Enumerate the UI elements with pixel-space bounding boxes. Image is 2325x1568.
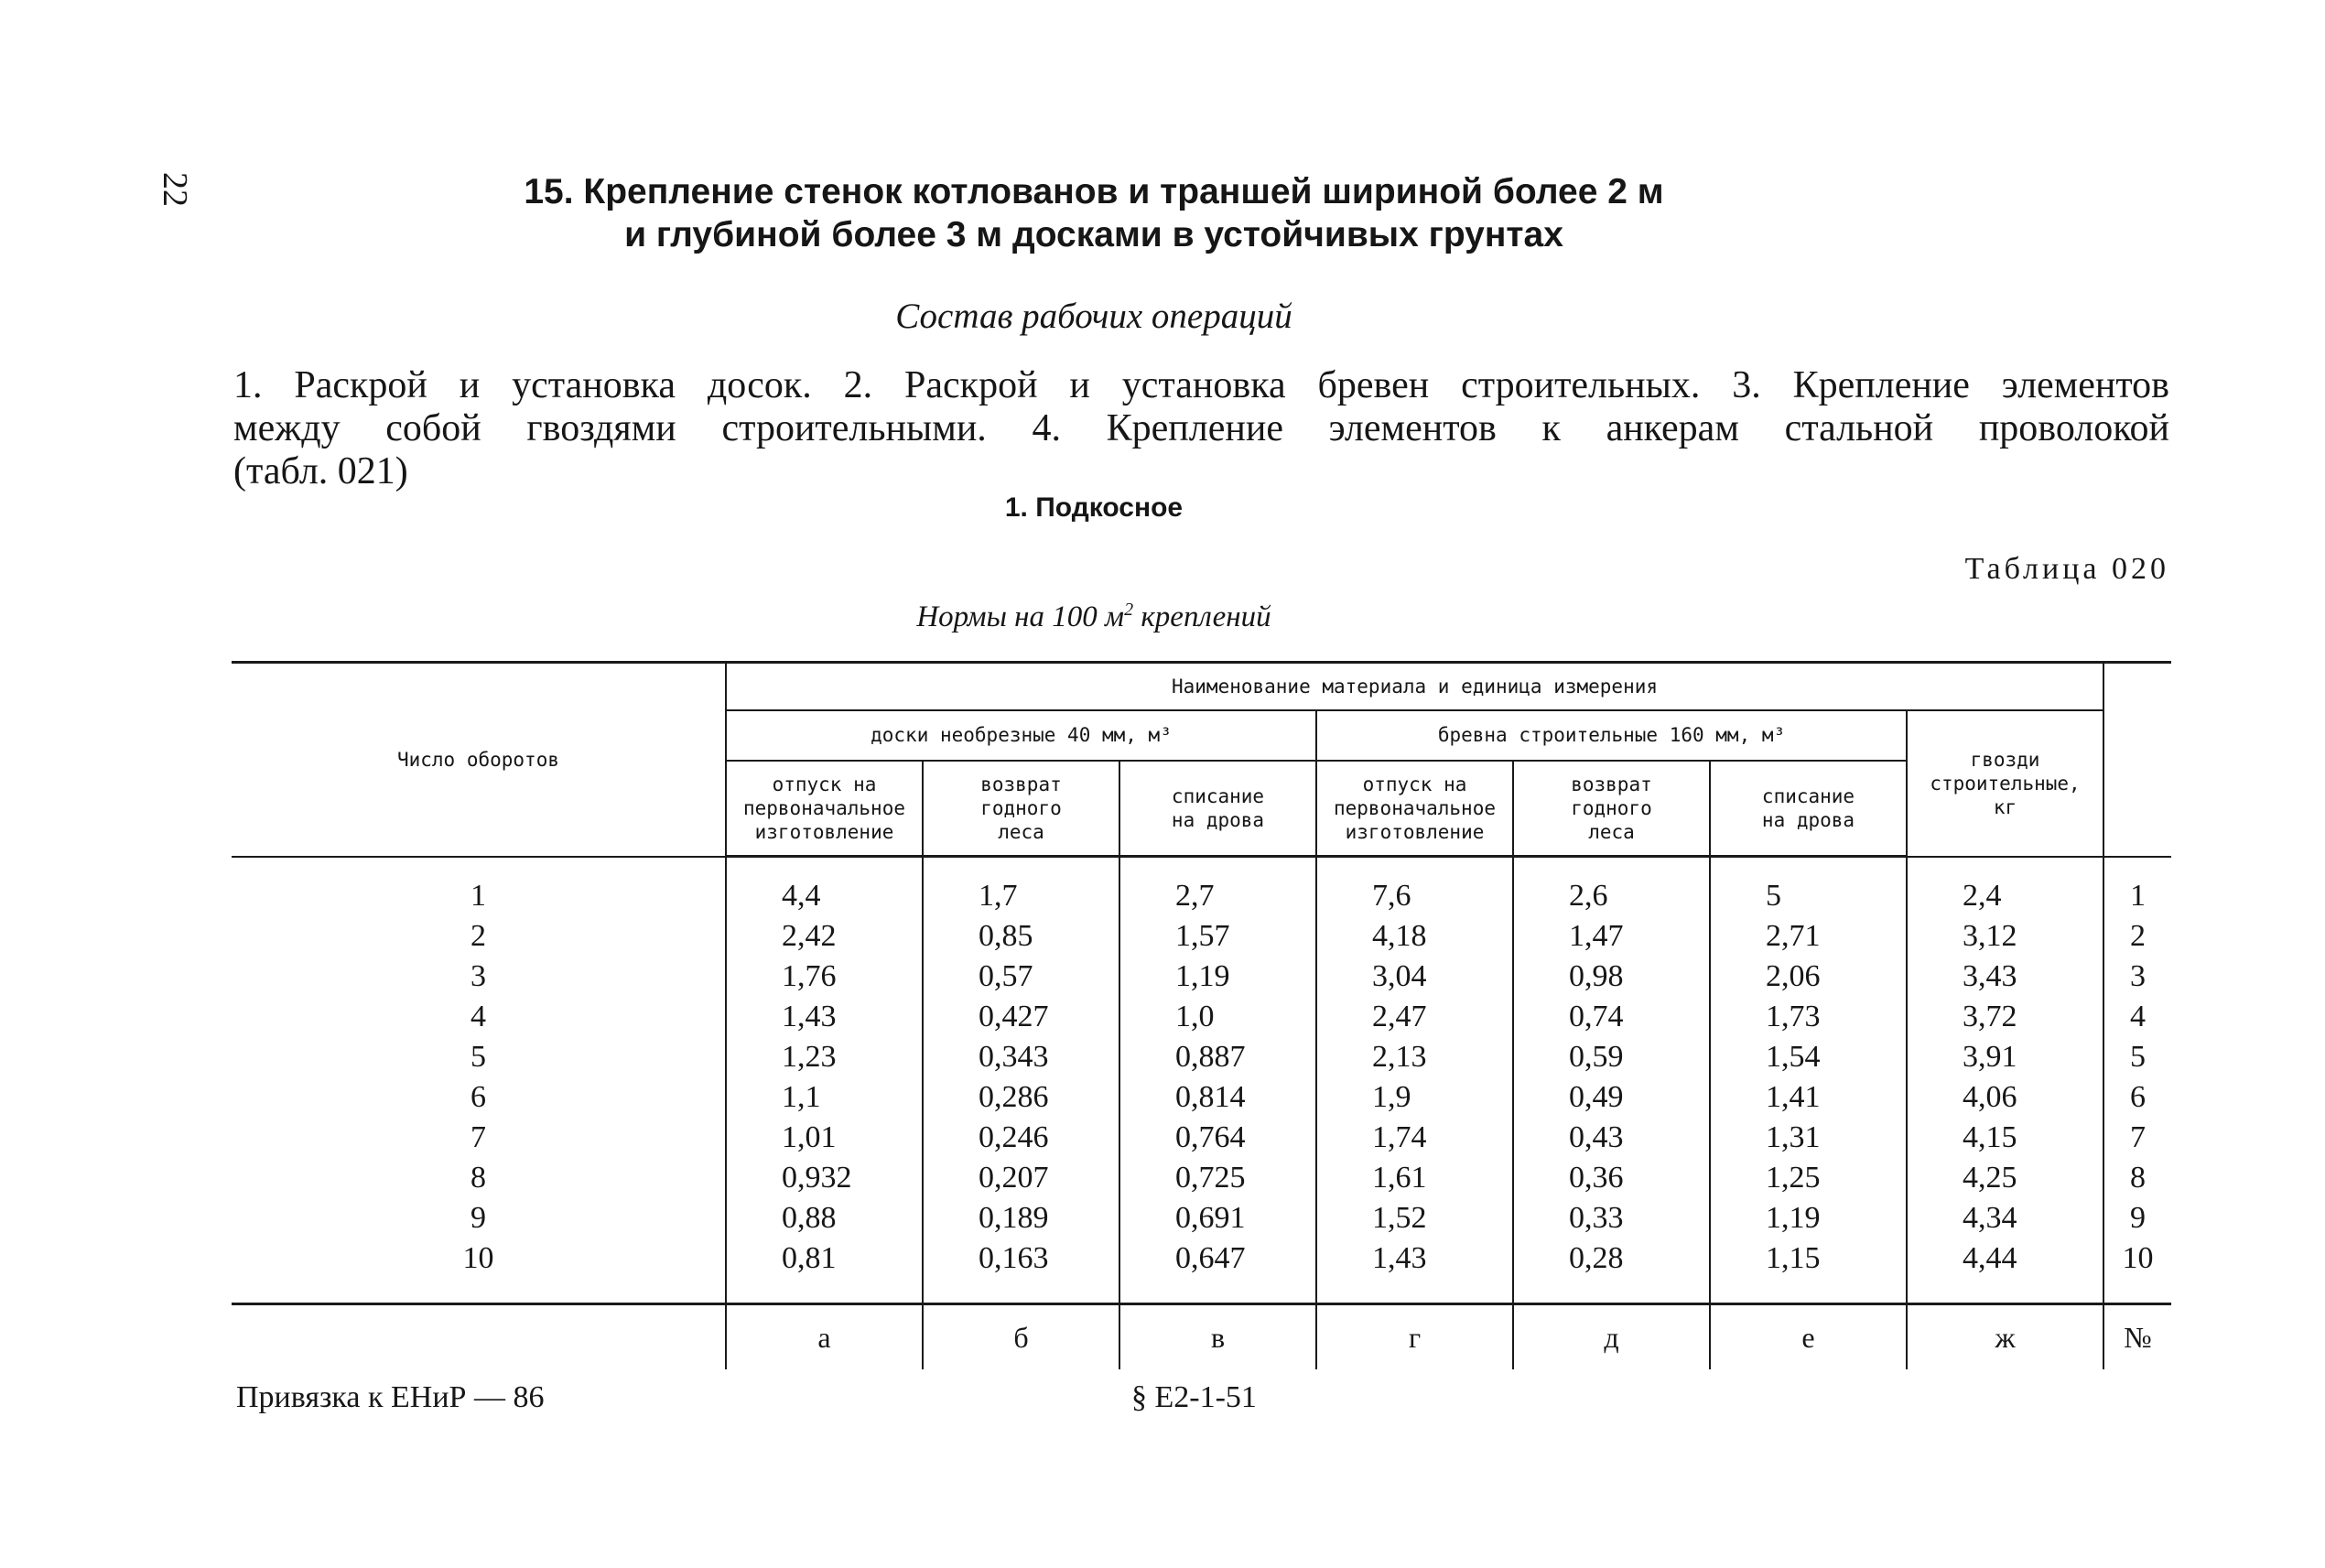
cell-d: 0,49 — [1513, 1077, 1710, 1118]
column-letter: а — [726, 1304, 923, 1370]
cell-g: 1,9 — [1316, 1077, 1513, 1118]
norms-suffix: креплений — [1133, 600, 1271, 633]
cell-e: 1,54 — [1710, 1037, 1907, 1077]
cell-d: 1,47 — [1513, 916, 1710, 957]
column-letter: б — [923, 1304, 1119, 1370]
norms-sup: 2 — [1124, 600, 1134, 620]
norms-prefix: Нормы на 100 м — [916, 600, 1125, 633]
cell-zh: 4,06 — [1907, 1077, 2103, 1118]
cell-turns: 3 — [470, 959, 486, 993]
header-sub-return: возврат годного леса — [1513, 761, 1710, 857]
cell-row-number: 10 — [2103, 1238, 2171, 1279]
cell-b: 0,286 — [923, 1077, 1119, 1118]
cell-e: 1,31 — [1710, 1118, 1907, 1158]
paragraph-reference: § Е2-1-51 — [1131, 1380, 1257, 1414]
cell-zh: 4,44 — [1907, 1238, 2103, 1279]
header-logs: бревна строительные 160 мм, м³ — [1316, 710, 1907, 761]
cell-e: 1,73 — [1710, 997, 1907, 1037]
cell-a: 2,42 — [726, 916, 923, 957]
cell-a: 4,4 — [726, 876, 923, 916]
header-blank — [2103, 663, 2171, 857]
column-letter: ж — [1907, 1304, 2103, 1370]
cell-turns: 10 — [462, 1241, 494, 1275]
cell-zh: 3,12 — [1907, 916, 2103, 957]
cell-a: 0,88 — [726, 1198, 923, 1238]
cell-d: 0,43 — [1513, 1118, 1710, 1158]
cell-v: 1,19 — [1119, 957, 1316, 997]
header-sub-return: возврат годного леса — [923, 761, 1119, 857]
cell-row-number: 2 — [2103, 916, 2171, 957]
operations-line-3: (табл. 021) — [233, 450, 408, 492]
cell-v: 0,814 — [1119, 1077, 1316, 1118]
cell-zh: 3,72 — [1907, 997, 2103, 1037]
cell-row-number: 3 — [2103, 957, 2171, 997]
cell-row-number: 4 — [2103, 997, 2171, 1037]
cell-g: 3,04 — [1316, 957, 1513, 997]
cell-turns: 2 — [470, 919, 486, 953]
norms-table — [232, 661, 2171, 1369]
table-label: Таблица 020 — [1964, 552, 2169, 586]
column-letter: е — [1710, 1304, 1907, 1370]
column-letters-row — [232, 1304, 2171, 1370]
page-number: 22 — [156, 172, 194, 207]
cell-b: 0,343 — [923, 1037, 1119, 1077]
table-row — [232, 1158, 2171, 1198]
cell-turns: 6 — [470, 1080, 486, 1114]
cell-b: 0,207 — [923, 1158, 1119, 1198]
cell-a: 0,932 — [726, 1158, 923, 1198]
cell-d: 0,28 — [1513, 1238, 1710, 1279]
column-letter: в — [1119, 1304, 1316, 1370]
section-heading-line-2: и глубиной более 3 м досками в устойчивых грунтах — [624, 215, 1563, 254]
table-row — [232, 1238, 2171, 1279]
header-boards: доски необрезные 40 мм, м³ — [726, 710, 1316, 761]
table-row — [232, 1037, 2171, 1077]
column-letter: г — [1316, 1304, 1513, 1370]
cell-g: 7,6 — [1316, 876, 1513, 916]
cell-b: 0,85 — [923, 916, 1119, 957]
header-turns: Число оборотов — [232, 663, 726, 857]
cell-d: 0,98 — [1513, 957, 1710, 997]
cell-turns: 9 — [470, 1201, 486, 1235]
cell-turns: 1 — [470, 879, 486, 913]
cell-zh: 2,4 — [1907, 876, 2103, 916]
cell-zh: 4,15 — [1907, 1118, 2103, 1158]
cell-b: 0,57 — [923, 957, 1119, 997]
cell-b: 0,427 — [923, 997, 1119, 1037]
cell-d: 0,36 — [1513, 1158, 1710, 1198]
table-row — [232, 916, 2171, 957]
operations-line-2: между собой гвоздями строительными. 4. Крепление элементов к анкерам стальной проволокой — [233, 407, 2169, 449]
cell-turns: 7 — [470, 1120, 486, 1154]
cell-turns: 5 — [470, 1040, 486, 1074]
enir-reference: Привязка к ЕНиР — 86 — [236, 1380, 545, 1414]
table-body — [232, 857, 2171, 1304]
cell-g: 4,18 — [1316, 916, 1513, 957]
subsection-title: 1. Подкосное — [1004, 492, 1184, 523]
table-row — [232, 1118, 2171, 1158]
cell-d: 0,33 — [1513, 1198, 1710, 1238]
header-sub-writeoff: списание на дрова — [1710, 761, 1907, 857]
cell-zh: 4,25 — [1907, 1158, 2103, 1198]
cell-v: 0,887 — [1119, 1037, 1316, 1077]
cell-zh: 4,34 — [1907, 1198, 2103, 1238]
cell-g: 1,52 — [1316, 1198, 1513, 1238]
cell-row-number: 5 — [2103, 1037, 2171, 1077]
cell-turns: 8 — [470, 1161, 486, 1195]
cell-e: 1,25 — [1710, 1158, 1907, 1198]
cell-g: 2,13 — [1316, 1037, 1513, 1077]
header-sub-writeoff: списание на дрова — [1119, 761, 1316, 857]
cell-e: 1,19 — [1710, 1198, 1907, 1238]
section-heading — [384, 170, 1803, 256]
cell-v: 2,7 — [1119, 876, 1316, 916]
cell-e: 2,71 — [1710, 916, 1907, 957]
header-material-name: Наименование материала и единица измерения — [726, 663, 2103, 710]
cell-a: 1,43 — [726, 997, 923, 1037]
cell-e: 1,15 — [1710, 1238, 1907, 1279]
norms-caption — [384, 600, 1803, 634]
cell-zh: 3,91 — [1907, 1037, 2103, 1077]
cell-d: 0,74 — [1513, 997, 1710, 1037]
table-spacer — [232, 857, 2171, 877]
cell-g: 1,43 — [1316, 1238, 1513, 1279]
cell-a: 1,1 — [726, 1077, 923, 1118]
column-letter-blank — [232, 1304, 726, 1370]
cell-b: 0,246 — [923, 1118, 1119, 1158]
header-nails: гвозди строительные, кг — [1907, 710, 2103, 857]
cell-g: 1,74 — [1316, 1118, 1513, 1158]
cell-b: 0,163 — [923, 1238, 1119, 1279]
cell-row-number: 6 — [2103, 1077, 2171, 1118]
cell-d: 2,6 — [1513, 876, 1710, 916]
cell-a: 1,01 — [726, 1118, 923, 1158]
cell-row-number: 9 — [2103, 1198, 2171, 1238]
cell-v: 0,764 — [1119, 1118, 1316, 1158]
section-heading-line-1: 15. Крепление стенок котлованов и траншей шириной более 2 м — [524, 172, 1664, 211]
cell-v: 0,691 — [1119, 1198, 1316, 1238]
cell-b: 0,189 — [923, 1198, 1119, 1238]
cell-row-number: 1 — [2103, 876, 2171, 916]
table-row — [232, 876, 2171, 916]
cell-e: 5 — [1710, 876, 1907, 916]
operations-text — [233, 364, 2169, 493]
cell-row-number: 7 — [2103, 1118, 2171, 1158]
cell-a: 1,23 — [726, 1037, 923, 1077]
column-letter: д — [1513, 1304, 1710, 1370]
operations-heading: Состав рабочих операций — [895, 297, 1292, 336]
table-spacer — [232, 1279, 2171, 1304]
table-row — [232, 997, 2171, 1037]
operations-line-1: 1. Раскрой и установка досок. 2. Раскрой и установка бревен строительных. 3. Крепление элементов — [233, 364, 2169, 406]
column-letter: № — [2103, 1304, 2171, 1370]
cell-e: 2,06 — [1710, 957, 1907, 997]
header-sub-issue: отпуск на первоначальное изготовление — [726, 761, 923, 857]
cell-v: 0,647 — [1119, 1238, 1316, 1279]
cell-b: 1,7 — [923, 876, 1119, 916]
cell-g: 1,61 — [1316, 1158, 1513, 1198]
cell-g: 2,47 — [1316, 997, 1513, 1037]
table-row — [232, 1077, 2171, 1118]
cell-d: 0,59 — [1513, 1037, 1710, 1077]
table-row — [232, 1198, 2171, 1238]
cell-a: 1,76 — [726, 957, 923, 997]
cell-e: 1,41 — [1710, 1077, 1907, 1118]
cell-turns: 4 — [470, 1000, 486, 1033]
cell-row-number: 8 — [2103, 1158, 2171, 1198]
cell-v: 1,57 — [1119, 916, 1316, 957]
table-row — [232, 957, 2171, 997]
cell-zh: 3,43 — [1907, 957, 2103, 997]
cell-v: 0,725 — [1119, 1158, 1316, 1198]
header-sub-issue: отпуск на первоначальное изготовление — [1316, 761, 1513, 857]
cell-v: 1,0 — [1119, 997, 1316, 1037]
cell-a: 0,81 — [726, 1238, 923, 1279]
